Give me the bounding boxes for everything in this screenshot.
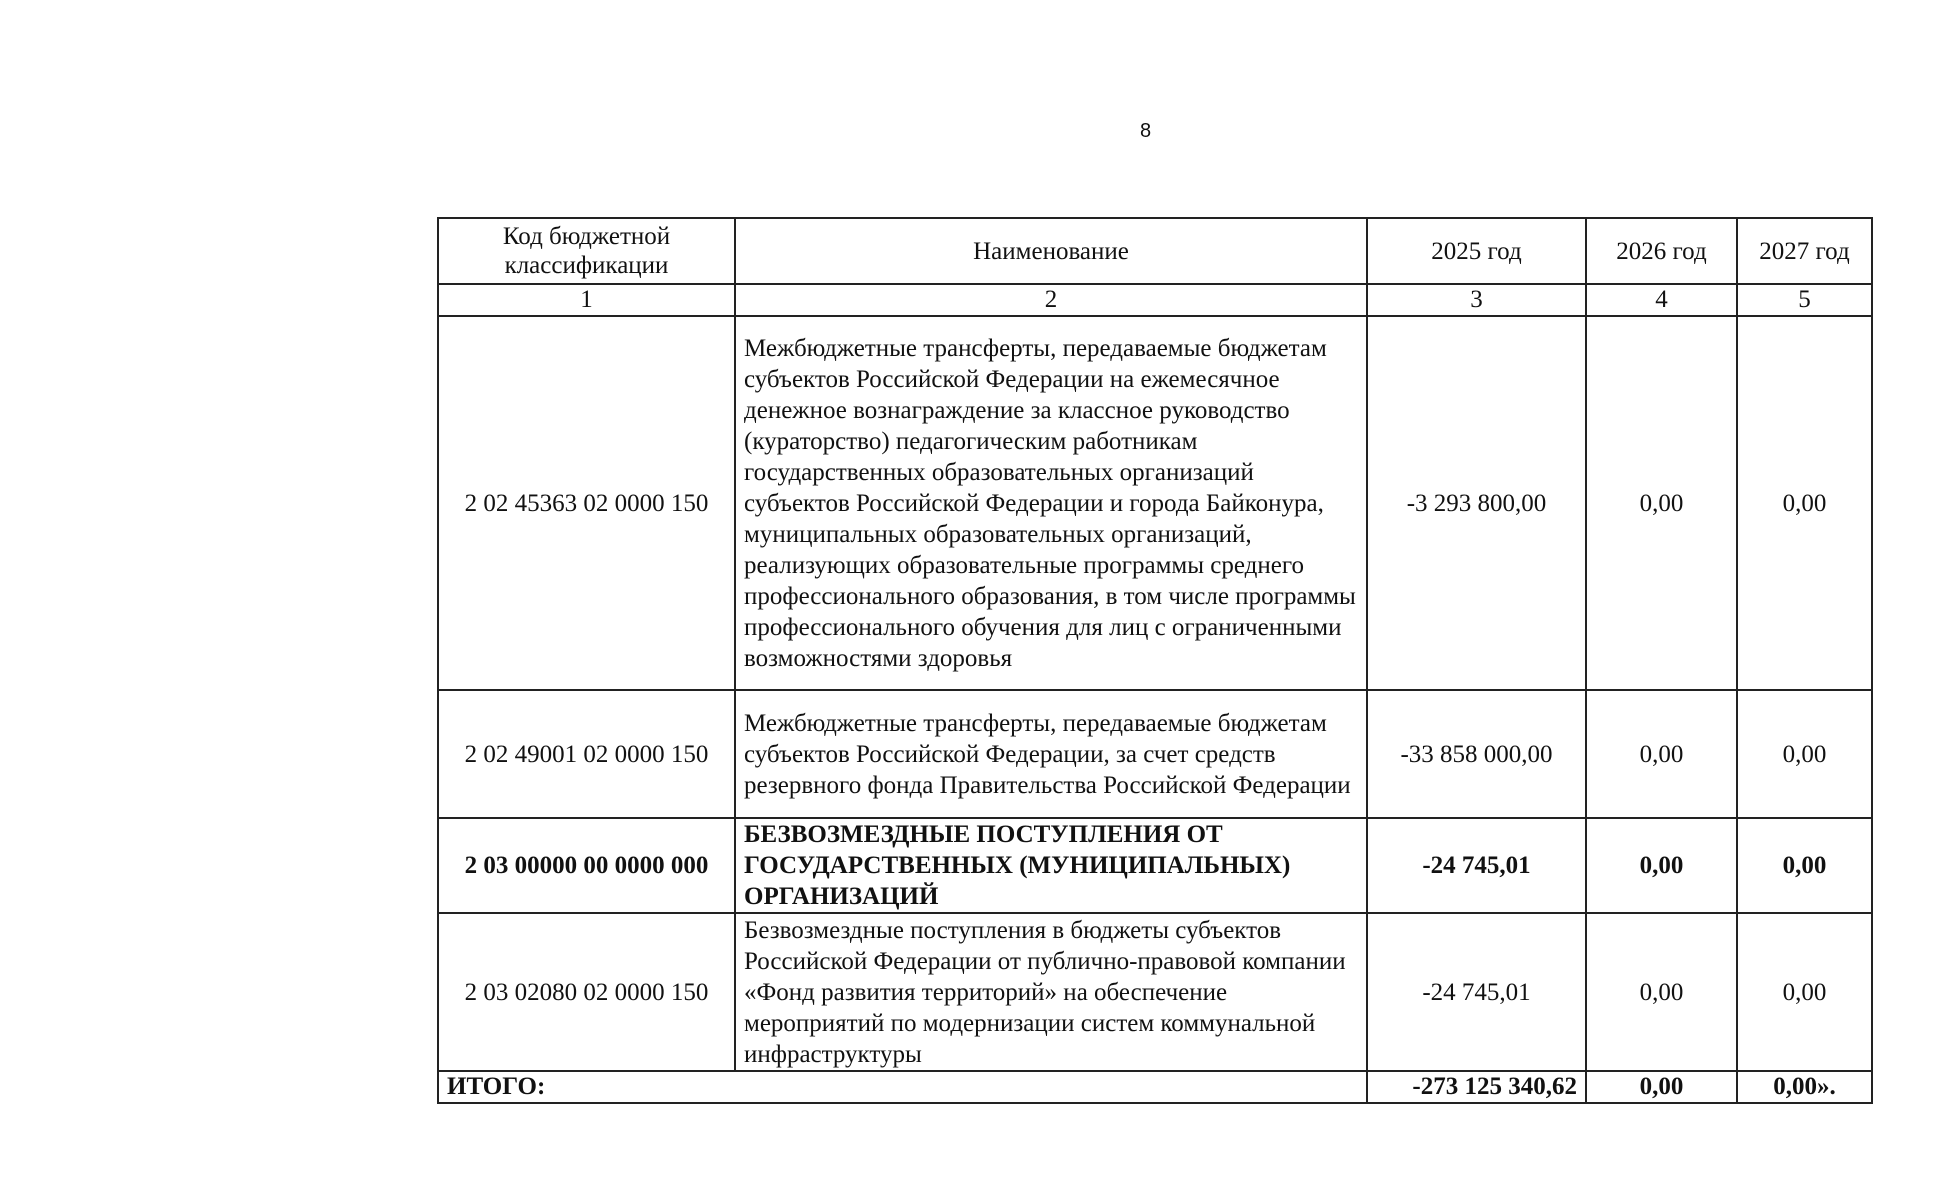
row-name: БЕЗВОЗМЕЗДНЫЕ ПОСТУПЛЕНИЯ ОТ ГОСУДАРСТВЕННЫХ (МУНИЦИПАЛЬНЫХ) ОРГАНИЗАЦИЙ bbox=[735, 818, 1367, 913]
total-label: ИТОГО: bbox=[438, 1071, 1367, 1103]
budget-table bbox=[437, 217, 1873, 1104]
header-2025: 2025 год bbox=[1367, 218, 1586, 284]
row-value-2027: 0,00 bbox=[1737, 690, 1872, 818]
column-number-row bbox=[438, 284, 1872, 316]
table-row bbox=[438, 690, 1872, 818]
table-row bbox=[438, 316, 1872, 690]
row-value-2026: 0,00 bbox=[1586, 316, 1737, 690]
row-value-2026: 0,00 bbox=[1586, 690, 1737, 818]
column-number: 5 bbox=[1737, 284, 1872, 316]
row-value-2025: -24 745,01 bbox=[1367, 913, 1586, 1071]
row-name: Межбюджетные трансферты, передаваемые бюджетам субъектов Российской Федерации, за счет средств резервного фонда Правительства Российской Федерации bbox=[735, 690, 1367, 818]
total-value-2026: 0,00 bbox=[1586, 1071, 1737, 1103]
row-code: 2 03 00000 00 0000 000 bbox=[438, 818, 735, 913]
row-value-2026: 0,00 bbox=[1586, 913, 1737, 1071]
row-value-2025: -33 858 000,00 bbox=[1367, 690, 1586, 818]
header-2027: 2027 год bbox=[1737, 218, 1872, 284]
row-value-2027: 0,00 bbox=[1737, 818, 1872, 913]
table-row-section bbox=[438, 818, 1872, 913]
total-row bbox=[438, 1071, 1872, 1103]
row-value-2025: -3 293 800,00 bbox=[1367, 316, 1586, 690]
row-code: 2 02 49001 02 0000 150 bbox=[438, 690, 735, 818]
row-value-2025: -24 745,01 bbox=[1367, 818, 1586, 913]
row-value-2027: 0,00 bbox=[1737, 913, 1872, 1071]
column-number: 3 bbox=[1367, 284, 1586, 316]
row-code: 2 03 02080 02 0000 150 bbox=[438, 913, 735, 1071]
total-value-2025: -273 125 340,62 bbox=[1367, 1071, 1586, 1103]
header-name: Наименование bbox=[735, 218, 1367, 284]
row-name: Межбюджетные трансферты, передаваемые бюджетам субъектов Российской Федерации на ежемесячное денежное вознаграждение за классное руководство (кураторство) педагогическим работникам государственных образовательных организаций субъектов Российской Федерации и города Байконура, муниципальных образовательных организаций, реализующих образовательные программы среднего профессионального образования, в том числе программы профессионального обучения для лиц с ограниченными возможностями здоровья bbox=[735, 316, 1367, 690]
column-number: 2 bbox=[735, 284, 1367, 316]
header-2026: 2026 год bbox=[1586, 218, 1737, 284]
row-code: 2 02 45363 02 0000 150 bbox=[438, 316, 735, 690]
page-number: 8 bbox=[1140, 120, 1152, 142]
table-row bbox=[438, 913, 1872, 1071]
total-value-2027: 0,00». bbox=[1737, 1071, 1872, 1103]
column-number: 4 bbox=[1586, 284, 1737, 316]
header-row bbox=[438, 218, 1872, 284]
row-value-2027: 0,00 bbox=[1737, 316, 1872, 690]
row-name: Безвозмездные поступления в бюджеты субъектов Российской Федерации от публично-правовой компании «Фонд развития территорий» на обеспечение мероприятий по модернизации систем коммунальной инфраструктуры bbox=[735, 913, 1367, 1071]
column-number: 1 bbox=[438, 284, 735, 316]
header-code: Код бюджетной классификации bbox=[438, 218, 735, 284]
row-value-2026: 0,00 bbox=[1586, 818, 1737, 913]
